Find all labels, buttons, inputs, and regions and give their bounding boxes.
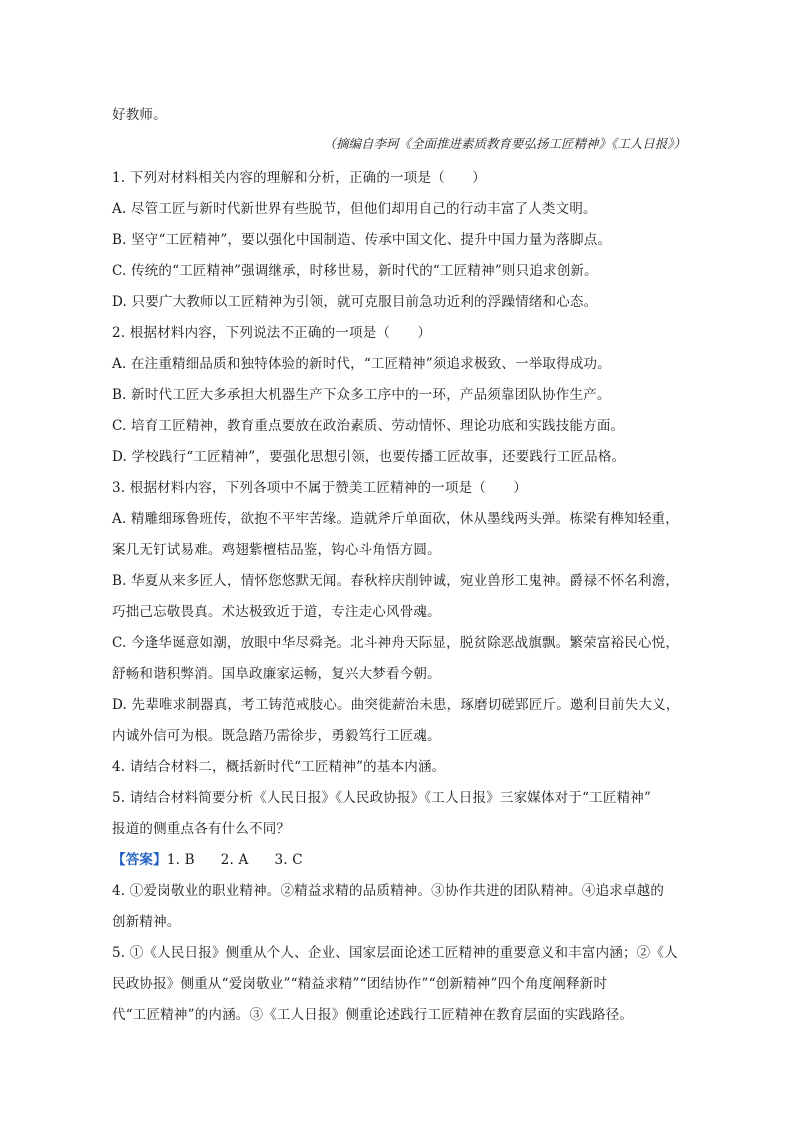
continuation-text: 好教师。 [112, 107, 167, 123]
answer-section [112, 845, 686, 1031]
answer-q4-line-2: 创新精神。 [112, 914, 181, 930]
question-3-option-D-line-1: D. 先辈唯求制器真，考工铸范戒肢心。曲突徙薪治未患，琢磨切磋郢匠斤。邀利目前失大义， [112, 697, 680, 713]
answer-q5-line-3: 代“工匠精神”的内涵。③《工人日报》侧重论述践行工匠精神在教育层面的实践路径。 [112, 1007, 634, 1023]
source-citation: （摘编自李珂《全面推进素质教育要弘扬工匠精神》《工人日报》） [323, 136, 686, 151]
question-3-option-B-line-2: 巧拙己忘敬畏真。术达极致近于道，专注走心风骨魂。 [112, 604, 441, 620]
question-3-option-D-line-2: 内诚外信可为根。既急踏乃需徐步，勇毅笃行工匠魂。 [112, 728, 441, 744]
question-4-stem-line-1: 4. 请结合材料二，概括新时代“工匠精神”的基本内涵。 [112, 759, 446, 775]
question-5-stem-line-1: 5. 请结合材料简要分析《人民日报》《人民政协报》《工人日报》三家媒体对于“工匠精神” [112, 790, 652, 806]
answer-item-3: 3. C [274, 852, 303, 868]
question-2-option-D-line-1: D. 学校践行“工匠精神”，要强化思想引领，也要传播工匠故事，还要践行工匠品格。 [112, 449, 626, 465]
question-1-option-D-line-1: D. 只要广大教师以工匠精神为引领，就可克服目前急功近利的浮躁情绪和心态。 [112, 294, 598, 310]
question-3-option-B-line-1: B. 华夏从来多匠人，情怀您悠默无闻。春秋梓庆削钟诚，宛业兽形工鬼神。爵禄不怀名利澹， [112, 573, 680, 589]
answer-q5-line-1: 5. ①《人民日报》侧重从个人、企业、国家层面论述工匠精神的重要意义和丰富内涵；②《人 [112, 945, 678, 961]
answer-label: 【答案】 [112, 852, 167, 868]
document-page [112, 100, 686, 1031]
question-3-option-A-line-2: 案几无钉试易难。鸡翅紫檀桔品鉴，钩心斗角悟方圆。 [112, 542, 441, 558]
question-1-option-B-line-1: B. 坚守“工匠精神”，要以强化中国制造、传承中国文化、提升中国力量为落脚点。 [112, 232, 612, 248]
answer-summary-line [112, 845, 686, 876]
answer-q4-line-1: 4. ①爱岗敬业的职业精神。②精益求精的品质精神。③协作共进的团队精神。④追求卓越的 [112, 883, 665, 899]
question-list [112, 163, 686, 845]
question-1-stem-line-1: 1. 下列对材料相关内容的理解和分析，正确的一项是（ ） [112, 170, 486, 186]
answer-q5-line-2: 民政协报》侧重从“爱岗敬业”“精益求精”“团结协作”“创新精神”四个角度阐释新时 [112, 976, 608, 992]
answer-item-2: 2. A [220, 852, 249, 868]
question-1-option-C-line-1: C. 传统的“工匠精神”强调继承，时移世易，新时代的“工匠精神”则只追求创新。 [112, 263, 598, 279]
question-2-option-B-line-1: B. 新时代工匠大多承担大机器生产下众多工序中的一环，产品须靠团队协作生产。 [112, 387, 611, 403]
question-3-option-C-line-1: C. 今逢华诞意如潮，放眼中华尽舜尧。北斗神舟天际显，脱贫除恶战旗飘。繁荣富裕民心悦， [112, 635, 680, 651]
question-5-stem-line-2: 报道的侧重点各有什么不同？ [112, 821, 291, 837]
question-3-option-C-line-2: 舒畅和谐积弊消。国阜政廉家运畅，复兴大梦看今朝。 [112, 666, 441, 682]
question-3-stem-line-1: 3. 根据材料内容，下列各项中不属于赞美工匠精神的一项是（ ） [112, 480, 528, 496]
answer-item-1: 1. B [166, 852, 195, 868]
question-2-option-A-line-1: A. 在注重精细品质和独特体验的新时代，“工匠精神”须追求极致、一举取得成功。 [112, 356, 611, 372]
question-2-stem-line-1: 2. 根据材料内容，下列说法不正确的一项是（ ） [112, 325, 432, 341]
question-3-option-A-line-1: A. 精雕细琢鲁班传，欲抱不平牢苦缘。造就斧斤单面砍，休从墨线两头弹。栋梁有榫知轻重， [112, 511, 679, 527]
question-2-option-C-line-1: C. 培育工匠精神，教育重点要放在政治素质、劳动情怀、理论功底和实践技能方面。 [112, 418, 625, 434]
question-1-option-A-line-1: A. 尽管工匠与新时代新世界有些脱节，但他们却用自己的行动丰富了人类文明。 [112, 201, 597, 217]
